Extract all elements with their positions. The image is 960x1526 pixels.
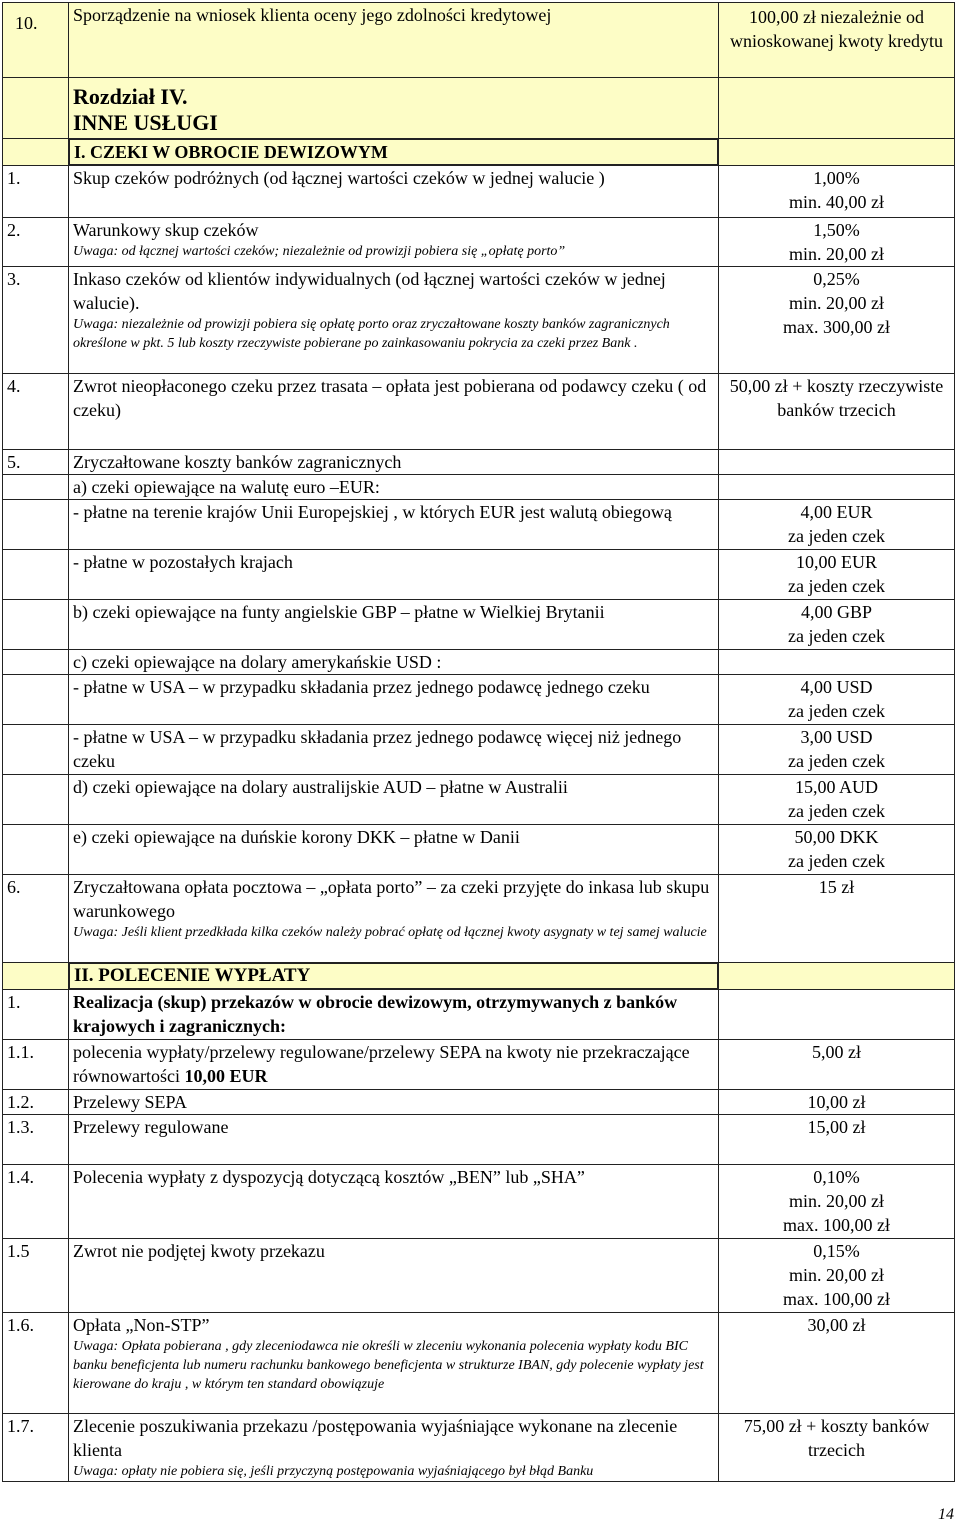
table-row <box>3 600 955 650</box>
table-row <box>3 218 955 267</box>
section-title: I. CZEKI W OBROCIE DEWIZOWYM <box>69 139 718 165</box>
chapter-heading <box>69 78 719 139</box>
chapter-subtitle: INNE USŁUGI <box>73 110 218 135</box>
row-fee: 15,00 zł <box>719 1115 955 1165</box>
row-number: 4. <box>3 374 69 450</box>
row-fee: 0,25% min. 20,00 zł max. 300,00 zł <box>719 267 955 374</box>
row-description: polecenia wypłaty/przelewy regulowane/przelewy SEPA na kwoty nie przekraczające równowartości 10,00 EUR <box>69 1040 719 1090</box>
row-description: a) czeki opiewające na walutę euro –EUR: <box>69 475 719 500</box>
row-number: 1.5 <box>3 1239 69 1313</box>
table-row <box>3 1239 955 1313</box>
table-row <box>3 1115 955 1165</box>
row-fee: 3,00 USD za jeden czek <box>719 725 955 775</box>
table-row <box>3 1313 955 1414</box>
row-number: 1.6. <box>3 1313 69 1414</box>
table-row <box>3 374 955 450</box>
row-fee: 50,00 zł + koszty rzeczywiste banków trzecich <box>719 374 955 450</box>
note-text: Uwaga: niezależnie od prowizji pobiera się opłatę porto oraz zryczałtowane koszty banków zagranicznych określone w pkt. 5 lub koszty rzeczywiste pobierane po zainkasowaniu pokrycia za czeki przez Bank . <box>73 317 670 351</box>
chapter-title: Rozdział IV. <box>73 84 188 109</box>
row-number: 1.1. <box>3 1040 69 1090</box>
row-fee: 4,00 EUR za jeden czek <box>719 500 955 550</box>
row-number: 1.7. <box>3 1414 69 1482</box>
table-row <box>3 500 955 550</box>
row-description: - płatne na terenie krajów Unii Europejskiej , w których EUR jest walutą obiegową <box>69 500 719 550</box>
row-description: Przelewy regulowane <box>69 1115 719 1165</box>
row-fee: 50,00 DKK za jeden czek <box>719 825 955 875</box>
row-fee: 10,00 EUR za jeden czek <box>719 550 955 600</box>
row-number: 1.3. <box>3 1115 69 1165</box>
row-fee: 100,00 zł niezależnie od wnioskowanej kwoty kredytu <box>719 3 955 78</box>
row-description: Przelewy SEPA <box>69 1090 719 1115</box>
row-description: Zryczałtowane koszty banków zagranicznych <box>69 450 719 475</box>
note-text: Uwaga: opłaty nie pobiera się, jeśli przyczyną postępowania wyjaśniającego był błąd Banku <box>73 1464 594 1479</box>
row-fee: 5,00 zł <box>719 1040 955 1090</box>
row-description: Warunkowy skup czeków Uwaga: od łącznej wartości czeków; niezależnie od prowizji pobiera się „opłatę porto” <box>69 218 719 267</box>
row-fee: 0,10% min. 20,00 zł max. 100,00 zł <box>719 1165 955 1239</box>
row-fee: 4,00 GBP za jeden czek <box>719 600 955 650</box>
table-row <box>3 990 955 1040</box>
row-description: e) czeki opiewające na duńskie korony DKK – płatne w Danii <box>69 825 719 875</box>
row-fee: 75,00 zł + koszty banków trzecich <box>719 1414 955 1482</box>
row-number: 2. <box>3 218 69 267</box>
note-text: Uwaga: Jeśli klient przedkłada kilka czeków należy pobrać opłatę od łącznej kwoty asygnaty w tej samej walucie <box>73 925 707 940</box>
row-description: c) czeki opiewające na dolary amerykańskie USD : <box>69 650 719 675</box>
section-heading-row <box>3 963 955 990</box>
row-fee: 10,00 zł <box>719 1090 955 1115</box>
table-row <box>3 1414 955 1482</box>
row-fee: 4,00 USD za jeden czek <box>719 675 955 725</box>
table-row <box>3 267 955 374</box>
section-heading-row <box>3 139 955 166</box>
table-row <box>3 650 955 675</box>
table-row <box>3 1165 955 1239</box>
row-description: Zwrot nie podjętej kwoty przekazu <box>69 1239 719 1313</box>
row-fee: 15 zł <box>719 875 955 963</box>
table-row <box>3 775 955 825</box>
row-description: d) czeki opiewające na dolary australijskie AUD – płatne w Australii <box>69 775 719 825</box>
row-fee: 1,00% min. 40,00 zł <box>719 166 955 218</box>
table-row <box>3 875 955 963</box>
row-number: 1. <box>3 990 69 1040</box>
chapter-heading-row <box>3 78 955 139</box>
row-description: Realizacja (skup) przekazów w obrocie dewizowym, otrzymywanych z banków krajowych i zagranicznych: <box>69 990 719 1040</box>
row-description: Inkaso czeków od klientów indywidualnych (od łącznej wartości czeków w jednej walucie). Uwaga: niezależnie od prowizji pobiera się opłatę porto oraz zryczałtowane koszty banków zagranicznych określone w pkt. 5 lub koszty rzeczywiste pobierane po zainkasowaniu pokrycia za czeki przez Bank . <box>69 267 719 374</box>
row-fee: 15,00 AUD za jeden czek <box>719 775 955 825</box>
row-description: Opłata „Non-STP” Uwaga: Opłata pobierana , gdy zleceniodawca nie określi w zleceniu wykonania polecenia wypłaty kodu BIC banku beneficjenta lub numeru rachunku bankowego beneficjenta w strukturze IBAN, gdy polecenie wypłaty jest kierowane do kraju , w którym ten standard obowiązuje <box>69 1313 719 1414</box>
row-number: 3. <box>3 267 69 374</box>
note-text: Uwaga: od łącznej wartości czeków; niezależnie od prowizji pobiera się „opłatę porto” <box>73 244 566 259</box>
row-description: - płatne w USA – w przypadku składania przez jednego podawcę więcej niż jednego czeku <box>69 725 719 775</box>
row-description: Zwrot nieopłaconego czeku przez trasata – opłata jest pobierana od podawcy czeku ( od czeku) <box>69 374 719 450</box>
row-fee: 0,15% min. 20,00 zł max. 100,00 zł <box>719 1239 955 1313</box>
table-row <box>3 825 955 875</box>
section-title: II. POLECENIE WYPŁATY <box>69 963 718 989</box>
table-row <box>3 475 955 500</box>
table-row <box>3 550 955 600</box>
row-number: 10. <box>3 3 69 78</box>
table-row <box>3 1040 955 1090</box>
row-number: 1.2. <box>3 1090 69 1115</box>
table-row <box>3 450 955 475</box>
table-row <box>3 675 955 725</box>
row-number: 6. <box>3 875 69 963</box>
row-description: - płatne w USA – w przypadku składania przez jednego podawcę jednego czeku <box>69 675 719 725</box>
table-row <box>3 1090 955 1115</box>
table-row <box>3 166 955 218</box>
row-description: Polecenia wypłaty z dyspozycją dotyczącą kosztów „BEN” lub „SHA” <box>69 1165 719 1239</box>
row-description: Zryczałtowana opłata pocztowa – „opłata porto” – za czeki przyjęte do inkasa lub skupu warunkowego Uwaga: Jeśli klient przedkłada kilka czeków należy pobrać opłatę od łącznej kwoty asygnaty w tej samej walucie <box>69 875 719 963</box>
row-number: 1.4. <box>3 1165 69 1239</box>
fee-table <box>2 2 955 1482</box>
page-number: 14 <box>938 1506 954 1523</box>
row-number: 1. <box>3 166 69 218</box>
row-description: b) czeki opiewające na funty angielskie GBP – płatne w Wielkiej Brytanii <box>69 600 719 650</box>
row-description: Skup czeków podróżnych (od łącznej wartości czeków w jednej walucie ) <box>69 166 719 218</box>
table-row <box>3 3 955 78</box>
note-text: Uwaga: Opłata pobierana , gdy zleceniodawca nie określi w zleceniu wykonania polecenia wypłaty kodu BIC banku beneficjenta lub numeru rachunku bankowego beneficjenta w strukturze IBAN, gdy polecenie wypłaty jest kierowane do kraju , w którym ten standard obowiązuje <box>73 1339 704 1392</box>
row-description: - płatne w pozostałych krajach <box>69 550 719 600</box>
row-fee: 1,50% min. 20,00 zł <box>719 218 955 267</box>
row-description: Zlecenie poszukiwania przekazu /postępowania wyjaśniające wykonane na zlecenie klienta Uwaga: opłaty nie pobiera się, jeśli przyczyną postępowania wyjaśniającego był błąd Banku <box>69 1414 719 1482</box>
row-number: 5. <box>3 450 69 475</box>
table-row <box>3 725 955 775</box>
row-fee: 30,00 zł <box>719 1313 955 1414</box>
row-description: Sporządzenie na wniosek klienta oceny jego zdolności kredytowej <box>69 3 719 78</box>
